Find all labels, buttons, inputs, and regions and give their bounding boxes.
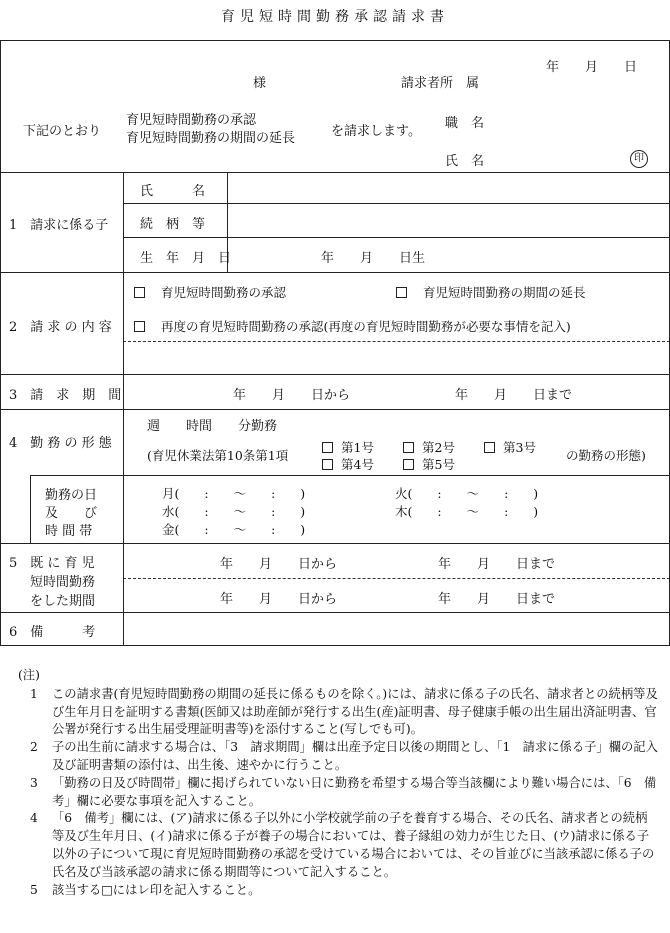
intro-suffix: を請求します。: [331, 124, 421, 139]
intro-prefix: 下記のとおり: [23, 124, 102, 139]
section1-label: 1 請求に係る子: [9, 218, 109, 233]
checkbox-icon: [322, 442, 333, 453]
notes-heading: (注): [18, 668, 40, 682]
type5-label: 第5号: [422, 457, 455, 472]
checkbox-approval[interactable]: [134, 283, 286, 301]
note-item: [18, 686, 658, 739]
section5-label-line1: 5 既 に 育 児: [9, 556, 95, 571]
note-text: 子の出生前に請求する場合は、「3 請求期間」欄は出産予定日以後の期間とし、「1 請求に係る子」欄の記入及び証明書類の添付は、出生後、速やかに行うこと。: [52, 740, 658, 772]
prior-period1-to: 年 月 日まで: [438, 557, 556, 572]
document-title: 育児短時間勤務承認請求書: [221, 9, 449, 25]
affiliation-label: 請求者所 属: [401, 76, 480, 91]
checkbox-type3[interactable]: [484, 438, 536, 456]
checkbox-type4[interactable]: [322, 455, 374, 473]
note-number: 5: [30, 882, 38, 897]
note-text: 該当する□にはレ印を記入すること。: [52, 882, 261, 897]
section2-label: 2 請 求 の 内 容: [9, 320, 112, 335]
type1-label: 第1号: [341, 440, 374, 455]
thursday-hours: 木( : 〜 : ): [395, 504, 539, 519]
checkbox-icon: [396, 287, 407, 298]
period-to: 年 月 日まで: [455, 388, 573, 403]
checkbox-icon: [134, 321, 145, 332]
work-form-suffix: の勤務の形態): [566, 448, 646, 463]
tuesday-hours: 火( : 〜 : ): [395, 486, 539, 501]
notes: [18, 667, 658, 899]
checkbox-icon: [403, 459, 414, 470]
note-item: [18, 775, 658, 811]
days-label-line2: 及 び: [45, 506, 98, 521]
section6-label: 6 備 考: [9, 625, 96, 640]
checkbox-extension-label: 育児短時間勤務の期間の延長: [422, 285, 586, 300]
position-label: 職 名: [445, 116, 485, 131]
note-text: 「勤務の日及び時間帯」欄に掲げられていない日に勤務を希望する場合等当該欄により難い場合には、「6 備考」欄に必要な事項を記入すること。: [52, 775, 657, 808]
law-reference: (育児休業法第10条第1項: [147, 448, 289, 463]
checkbox-reapproval-label: 再度の育児短時間勤務の承認(再度の育児短時間勤務が必要な事情を記入): [160, 319, 571, 334]
prior-period2-from: 年 月 日から: [220, 592, 338, 607]
child-birth-value: 年 月 日生: [321, 251, 426, 266]
days-label-line1: 勤務の日: [45, 488, 98, 503]
intro-option-approval: 育児短時間勤務の承認: [126, 113, 257, 128]
note-text: この請求書(育児短時間勤務の期間の延長に係るものを除く。)には、請求に係る子の氏名、請求者との続柄等及び生年月日を証明する書類(医師又は助産師が発行する出生(産)証明書、母子健康手帳の出生届出済証明書、官公署が発行する出生届受理証明書等)を添付すること(写しでも可)。: [52, 686, 658, 737]
prior-period1-from: 年 月 日から: [220, 557, 338, 572]
checkbox-icon: [322, 459, 333, 470]
note-item: [18, 882, 658, 900]
friday-hours: 金( : 〜 : ): [162, 522, 306, 537]
child-name-label: 氏 名: [140, 184, 206, 199]
note-number: 1: [30, 686, 38, 701]
child-relation-label: 続 柄 等: [140, 217, 206, 232]
section4-label: 4 勤 務 の 形 態: [9, 436, 112, 451]
checkbox-type5[interactable]: [403, 455, 455, 473]
request-date: 年 月 日: [546, 60, 638, 75]
addressee-suffix: 様: [253, 76, 267, 91]
wednesday-hours: 水( : 〜 : ): [162, 504, 306, 519]
monday-hours: 月( : 〜 : ): [162, 486, 306, 501]
prior-period2-to: 年 月 日まで: [438, 592, 556, 607]
checkbox-icon: [134, 287, 145, 298]
seal-mark: 印: [630, 150, 648, 168]
name-label: 氏 名: [445, 154, 485, 169]
days-label-line3: 時 間 帯: [45, 524, 93, 539]
section5-label-line2: 短時間勤務: [30, 575, 96, 590]
checkbox-type1[interactable]: [322, 438, 374, 456]
checkbox-icon: [484, 442, 495, 453]
checkbox-extension[interactable]: [396, 283, 586, 301]
intro-option-extension: 育児短時間勤務の期間の延長: [126, 131, 296, 146]
checkbox-approval-label: 育児短時間勤務の承認: [160, 285, 286, 300]
note-text: 「6 備考」欄には、(ア)請求に係る子以外に小学校就学前の子を養育する場合、その氏名、請求者との続柄等及び生年月日、(イ)請求に係る子が養子の場合においては、養子縁組の効力が生じた日、(ウ)請求に係る子以外の子について現に育児短時間勤務の承認を受けている場合においては、その旨並びに当該承認に係る子の氏名及び当該承認の請求に係る期間等について記入すること。: [52, 811, 655, 879]
checkbox-reapproval[interactable]: [134, 317, 571, 335]
type4-label: 第4号: [341, 457, 374, 472]
note-item: [18, 810, 658, 881]
section3-label: 3 請 求 期 間: [9, 388, 122, 403]
weekly-hours: 週 時間 分勤務: [147, 419, 278, 434]
note-number: 2: [30, 740, 38, 755]
type3-label: 第3号: [503, 440, 536, 455]
checkbox-type2[interactable]: [403, 438, 455, 456]
period-from: 年 月 日から: [233, 388, 351, 403]
checkbox-icon: [403, 442, 414, 453]
child-birth-label: 生 年 月 日: [140, 251, 232, 266]
section5-label-line3: をした期間: [30, 594, 96, 609]
note-number: 4: [30, 811, 38, 826]
type2-label: 第2号: [422, 440, 455, 455]
note-item: [18, 739, 658, 775]
note-number: 3: [30, 775, 38, 790]
